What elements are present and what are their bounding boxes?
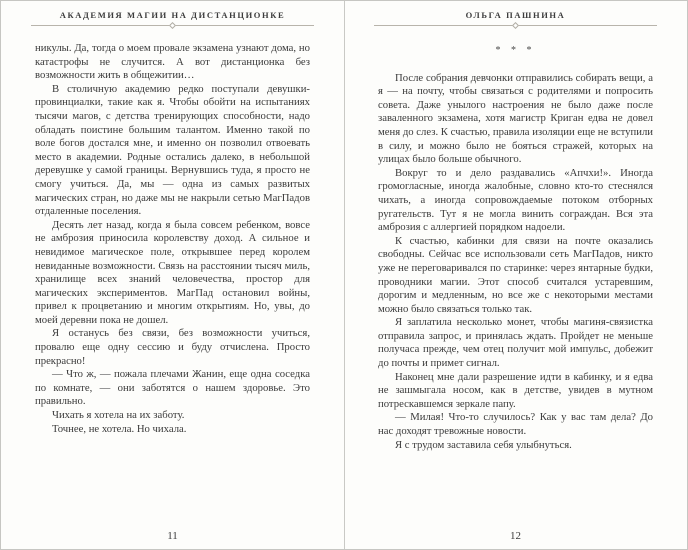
page-number-right: 12 bbox=[510, 530, 521, 542]
paragraph: Вокруг то и дело раздавались «Апчхи!». Иногда громогласные, иногда жалобные, словно кто-то стеснялся чихать, а иногда сопровождаемые потоком отборных ругательств. Тут я не могла винить сограждан. Вся эта амброзия с аллергией порядком надоели. bbox=[378, 166, 653, 234]
paragraph: Я останусь без связи, без возможности учиться, провалю еще одну сессию и буду отчислена. Просто прекрасно! bbox=[35, 327, 310, 367]
section-break-ornament: * * * bbox=[495, 45, 536, 56]
header-rule-right bbox=[374, 25, 657, 26]
paragraph: В столичную академию редко поступали девушки-провинциалки, такие как я. Чтобы обойти на испытаниях тысячи магов, с детства тренирующих способности, надо обладать поистине большим талантом. Именно такой по воле богов достался мне, и именно он позволил отвоевать место в академии. Родные остались далеко, в небольшой деревушке у самой границы. Вернувшись туда, я просто не смогу учиться. Да, мы — одна из самых развитых магических стран, но даже мы не накрыли сетью МагПадов отдаленные поселения. bbox=[35, 82, 310, 218]
paragraph: Я заплатила несколько монет, чтобы магиня-связистка отправила запрос, и принялась ждать. Пройдет не меньше получаса прежде, чем отец получит мой импульс, добежит до почты и примет сигнал. bbox=[378, 316, 653, 370]
page-header-left bbox=[31, 10, 314, 26]
page-right bbox=[344, 1, 687, 549]
paragraph: К счастью, кабинки для связи на почте оказались свободны. Сейчас все использовали сеть МагПадов, никто уже не переговаривался по старинке: через янтарные будки, проводники магии. Этот способ считался устаревшим, дорогим и медленным, но все же с некоторыми местами можно было связаться только так. bbox=[378, 234, 653, 315]
paragraph: Десять лет назад, когда я была совсем ребенком, вовсе не амброзия приносила королевству доход. А сильное и невидимое магическое поле, открывшее перед королем невиданные возможности. Связь на расстоянии тысяч миль, хранилище всех знаний человечества, простор для магических экспериментов. МагПад остановил войны, привел к процветанию и многим открытиям. Но, увы, до моей деревни пока не дошел. bbox=[35, 218, 310, 326]
page-body-right bbox=[378, 42, 653, 519]
diamond-ornament-icon bbox=[512, 21, 519, 28]
page-number-left: 11 bbox=[167, 530, 178, 542]
header-rule-left bbox=[31, 25, 314, 26]
paragraph: Наконец мне дали разрешение идти в кабинку, и я едва не зашмыгала носом, как в детстве, увидев в мутном потрескавшемся зеркале папу. bbox=[378, 370, 653, 410]
page-header-right bbox=[374, 10, 657, 26]
page-body-left bbox=[35, 42, 310, 519]
paragraph: Чихать я хотела на их заботу. bbox=[52, 409, 185, 422]
paragraph-list-right bbox=[378, 72, 653, 453]
page-footer-left bbox=[1, 530, 344, 542]
paragraph: — Что ж, — пожала плечами Жанин, еще одна соседка по комнате, — они заботятся о нашем здоровье. Это правильно. bbox=[35, 368, 310, 408]
paragraph: Я с трудом заставила себя улыбнуться. bbox=[395, 438, 572, 451]
page-left bbox=[1, 1, 344, 549]
paragraph: После собрания девчонки отправились собирать вещи, а я — на почту, чтобы связаться с родителями и попросить совета. Даже унылого настроения не было даже после заваленного экзамена, хотя магистр Криган едва не довел меня до слез. К счастью, правила изоляции еще не вступили в силу, и можно было не бояться стражей, которых на улицах было больше обычного. bbox=[378, 71, 653, 166]
running-title-right: ОЛЬГА ПАШНИНА bbox=[465, 10, 566, 20]
paragraph-list-left bbox=[35, 42, 310, 436]
paragraph: Точнее, не хотела. Но чихала. bbox=[52, 422, 187, 435]
running-title-left: АКАДЕМИЯ МАГИИ НА ДИСТАНЦИОНКЕ bbox=[59, 10, 286, 20]
page-footer-right bbox=[344, 530, 687, 542]
paragraph: — Милая! Что-то случилось? Как у вас там дела? До нас доходят тревожные новости. bbox=[378, 411, 653, 438]
diamond-ornament-icon bbox=[169, 21, 176, 28]
paragraph: никулы. Да, тогда о моем провале экзамена узнают дома, но катастрофы не случится. А вот дистанционка без возможности жить в общежитии… bbox=[35, 42, 310, 82]
